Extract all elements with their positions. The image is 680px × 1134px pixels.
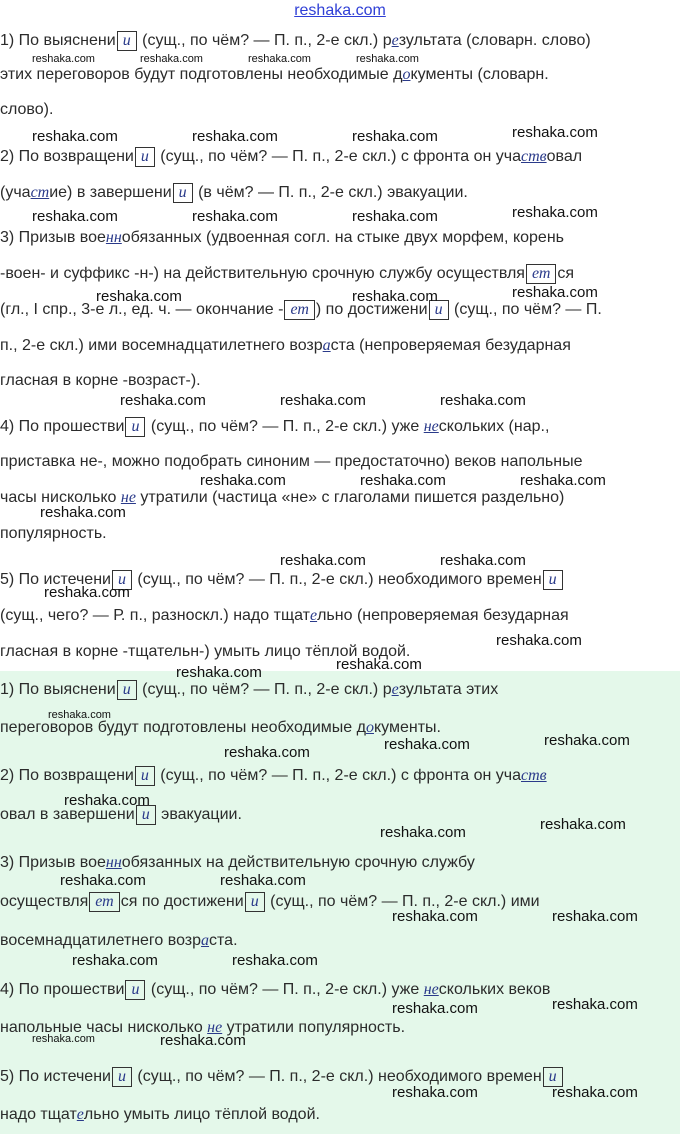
watermark: reshaka.com [352, 208, 438, 225]
text-line: надо тщательно умыть лицо тёплой водой. [0, 1106, 320, 1123]
text-line: гласная в корне -возраст-). [0, 372, 201, 389]
ending-box: и [117, 680, 137, 700]
watermark: reshaka.com [60, 872, 146, 889]
watermark: reshaka.com [140, 53, 203, 65]
watermark: reshaka.com [336, 656, 422, 673]
ending-box: и [117, 31, 137, 51]
ending-box: и [135, 147, 155, 167]
watermark: reshaka.com [552, 908, 638, 925]
text-line: 3) Призыв военнобязанных (удвоенная согл. на стыке двух морфем, корень [0, 229, 564, 246]
text-line: 3) Призыв военнобязанных на действительную срочную службу [0, 854, 475, 871]
watermark: reshaka.com [392, 1084, 478, 1101]
watermark: reshaka.com [192, 208, 278, 225]
watermark: reshaka.com [352, 288, 438, 305]
watermark: reshaka.com [224, 744, 310, 761]
watermark: reshaka.com [440, 392, 526, 409]
ending-box: и [135, 766, 155, 786]
ending-box: ет [526, 264, 556, 284]
ending-box: и [125, 980, 145, 1000]
watermark: reshaka.com [120, 392, 206, 409]
ending-box: и [125, 417, 145, 437]
watermark: reshaka.com [280, 552, 366, 569]
text-line: п., 2-е скл.) ими восемнадцатилетнего возраста (непроверяемая безударная [0, 337, 571, 354]
text-line: гласная в корне -тщательн-) умыть лицо тёплой водой. [0, 643, 411, 660]
site-link[interactable]: reshaka.com [294, 2, 386, 19]
watermark: reshaka.com [552, 1084, 638, 1101]
watermark: reshaka.com [176, 664, 262, 681]
watermark: reshaka.com [380, 824, 466, 841]
text-line: (гл., I спр., 3-е л., ед. ч. — окончание - ет ) по достижени и (сущ., по чём? — П. [0, 301, 602, 318]
ending-box: ет [284, 300, 314, 320]
watermark: reshaka.com [248, 53, 311, 65]
ending-box: и [173, 183, 193, 203]
watermark: reshaka.com [44, 584, 130, 601]
watermark: reshaka.com [32, 53, 95, 65]
watermark: reshaka.com [520, 472, 606, 489]
watermark: reshaka.com [512, 284, 598, 301]
text-line: овал в завершени и эвакуации. [0, 806, 242, 823]
watermark: reshaka.com [552, 996, 638, 1013]
text-line: приставка не-, можно подобрать синоним — предостаточно) веков напольные [0, 453, 583, 470]
ending-box: и [112, 1067, 132, 1087]
text-line: 5) По истечени и (сущ., по чём? — П. п., 2-е скл.) необходимого времен и [0, 1066, 564, 1088]
ending-box: и [429, 300, 449, 320]
watermark: reshaka.com [40, 504, 126, 521]
text-line: осуществля ет ся по достижени и (сущ., по чём? — П. п., 2-е скл.) ими [0, 893, 540, 910]
text-line: (сущ., чего? — Р. п., разноскл.) надо тщательно (непроверяемая безударная [0, 607, 569, 624]
watermark: reshaka.com [72, 952, 158, 969]
watermark: reshaka.com [220, 872, 306, 889]
text-line: 4) По прошестви и (сущ., по чём? — П. п., 2-е скл.) уже нескольких (нар., [0, 418, 550, 435]
text-line: 4) По прошестви и (сущ., по чём? — П. п., 2-е скл.) уже нескольких веков [0, 981, 551, 998]
text-line: 5) По истечени и (сущ., по чём? — П. п., 2-е скл.) необходимого времен и [0, 569, 564, 591]
text-line: 2) По возвращени и (сущ., по чём? — П. п., 2-е скл.) с фронта он участв [0, 767, 547, 784]
watermark: reshaka.com [96, 288, 182, 305]
watermark: reshaka.com [392, 1000, 478, 1017]
ending-box: и [136, 805, 156, 825]
watermark: reshaka.com [32, 1033, 95, 1045]
text-line: переговоров будут подготовлены необходимые документы. [0, 719, 441, 736]
ending-box: ет [89, 892, 119, 912]
watermark: reshaka.com [352, 128, 438, 145]
ending-box: и [543, 1067, 563, 1087]
watermark: reshaka.com [440, 552, 526, 569]
watermark: reshaka.com [48, 709, 111, 721]
watermark: reshaka.com [384, 736, 470, 753]
watermark: reshaka.com [200, 472, 286, 489]
text-line: (участие) в завершени и (в чём? — П. п., 2-е скл.) эвакуации. [0, 184, 468, 201]
text-line: 1) По выяснени и (сущ., по чём? — П. п., 2-е скл.) результата этих [0, 681, 499, 698]
watermark: reshaka.com [160, 1032, 246, 1049]
watermark: reshaka.com [360, 472, 446, 489]
text-line: слово). [0, 101, 54, 118]
text-line: 2) По возвращени и (сущ., по чём? — П. п., 2-е скл.) с фронта он участвовал [0, 148, 583, 165]
watermark: reshaka.com [232, 952, 318, 969]
text-line: 1) По выяснени и (сущ., по чём? — П. п., 2-е скл.) результата (словарн. слово) [0, 32, 591, 49]
ending-box: и [245, 892, 265, 912]
text-line: -воен- и суффикс -н-) на действительную срочную службу осуществля ет ся [0, 265, 575, 282]
ending-box: и [112, 570, 132, 590]
watermark: reshaka.com [32, 208, 118, 225]
text-line: часы нисколько не утратили (частица «не» с глаголами пишется раздельно) [0, 489, 565, 506]
watermark: reshaka.com [540, 816, 626, 833]
text-line: восемнадцатилетнего возраста. [0, 932, 238, 949]
watermark: reshaka.com [356, 53, 419, 65]
watermark: reshaka.com [496, 632, 582, 649]
text-line: популярность. [0, 525, 107, 542]
text-line: напольные часы нисколько не утратили популярность. [0, 1019, 406, 1036]
watermark: reshaka.com [512, 124, 598, 141]
watermark: reshaka.com [512, 204, 598, 221]
text-line: этих переговоров будут подготовлены необходимые документы (словарн. [0, 66, 549, 83]
watermark: reshaka.com [64, 792, 150, 809]
watermark: reshaka.com [544, 732, 630, 749]
ending-box: и [543, 570, 563, 590]
watermark: reshaka.com [32, 128, 118, 145]
watermark: reshaka.com [392, 908, 478, 925]
watermark: reshaka.com [192, 128, 278, 145]
watermark: reshaka.com [280, 392, 366, 409]
